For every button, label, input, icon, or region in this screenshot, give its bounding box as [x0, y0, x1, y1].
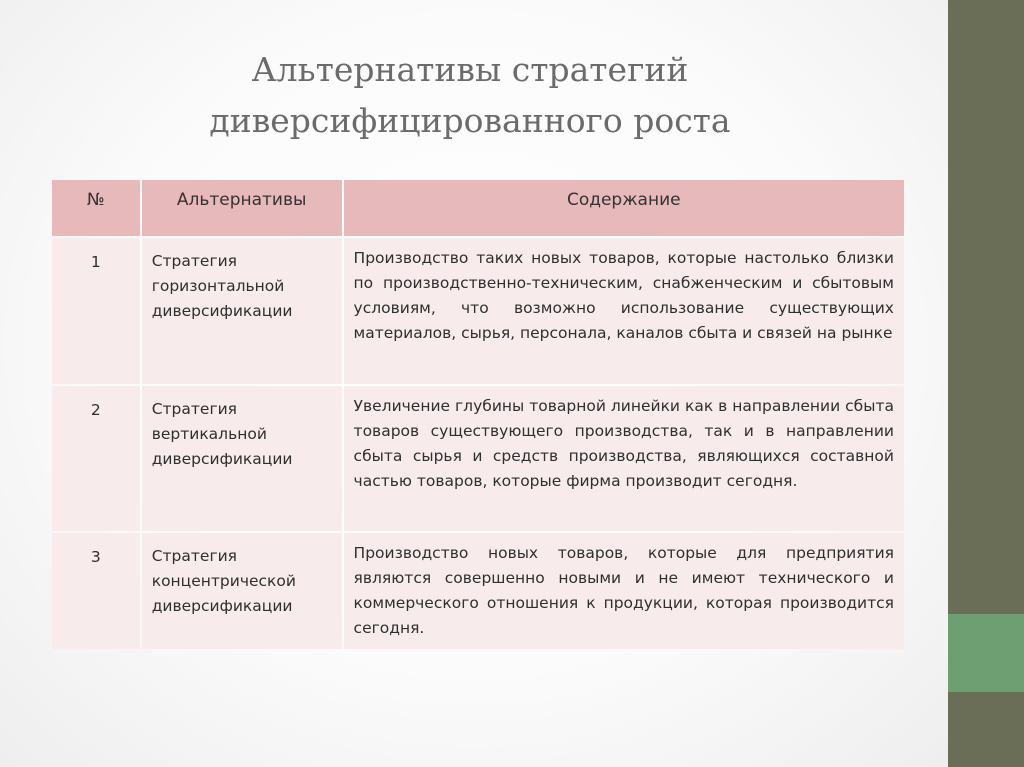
row-strategy-name: Стратегия горизонтальной диверсификации — [142, 238, 342, 384]
header-alternatives: Альтернативы — [142, 180, 342, 236]
title-line-1: Альтернативы стратегий — [251, 50, 689, 89]
slide-title — [120, 44, 820, 146]
header-number: № — [52, 180, 140, 236]
row-content: Производство новых товаров, которые для предприятия являются совершенно новыми и не имеют технического и коммерческого отношения к продукции, которая производится сегодня. — [344, 533, 904, 649]
table-row — [52, 533, 904, 649]
table-row — [52, 386, 904, 531]
side-decor-accent — [948, 614, 1024, 692]
table-header-row — [52, 180, 904, 236]
row-content: Увеличение глубины товарной линейки как в направлении сбыта товаров существующего производства, так и в направлении сбыта сырья и средств производства, являющихся составной частью товаров, которые фирма производит сегодня. — [344, 386, 904, 531]
row-strategy-name: Стратегия концентрической диверсификации — [142, 533, 342, 649]
row-number: 3 — [52, 533, 140, 649]
table-row — [52, 238, 904, 384]
alternatives-table — [50, 178, 906, 651]
row-number: 2 — [52, 386, 140, 531]
row-number: 1 — [52, 238, 140, 384]
row-content: Производство таких новых товаров, которые настолько близки по производственно-техническим, снабженческим и сбытовым условиям, что возможно использование существующих материалов, сырья, персонала, каналов сбыта и связей на рынке — [344, 238, 904, 384]
row-strategy-name: Стратегия вертикальной диверсификации — [142, 386, 342, 531]
header-content: Содержание — [344, 180, 904, 236]
title-line-2: диверсифицированного роста — [209, 101, 731, 140]
